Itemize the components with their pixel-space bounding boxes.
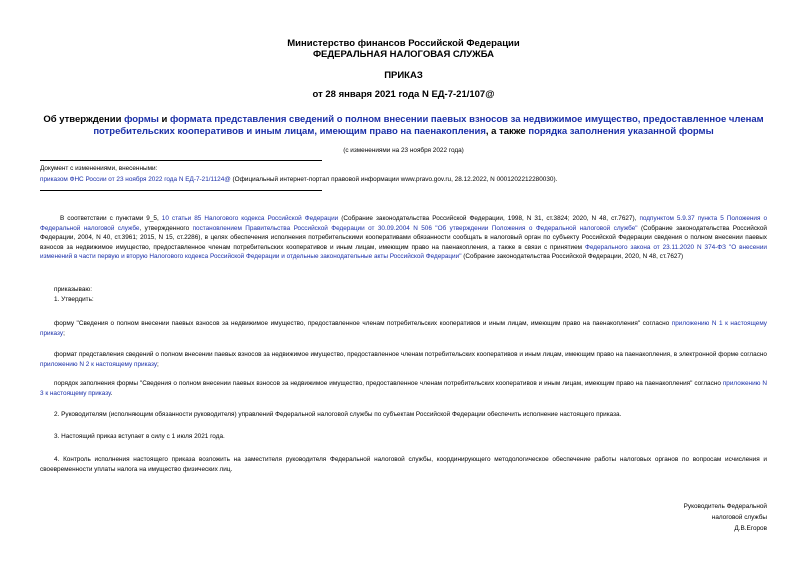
service-name: ФЕДЕРАЛЬНАЯ НАЛОГОВАЯ СЛУЖБА [312, 49, 495, 60]
government-decree-link[interactable]: постановлением Правительства Российской Федерации от 30.09.2004 N 506 "Об утверждении Положения о Федеральной налоговой службе" [192, 224, 638, 232]
order-word: приказываю: [54, 286, 92, 293]
preamble-paragraph [40, 214, 767, 262]
preamble-text-3: , утвержденного [139, 224, 193, 232]
appendix-1-link[interactable]: приложению N 1 к настоящему приказу [40, 320, 767, 337]
item-format-text: формат представления сведений о полном внесении паевых взносов за недвижимое имущество, предоставленное членам потребительских кооперативов и иным лицам, имеющим право на паенакопления, в электронной форме согласно [54, 351, 767, 358]
title-link-format[interactable]: формата представления сведений о полном внесении паевых взносов за недвижимое имущество, предоставленное членам потребительских кооперативов и иным лицам, имеющим право на паенакопления [93, 114, 764, 137]
doc-type: ПРИКАЗ [384, 70, 423, 81]
tax-code-link[interactable]: 10 статьи 85 Налогового кодекса Российской Федерации [161, 215, 339, 222]
item-form [40, 319, 767, 338]
item-form-text: форму "Сведения о полном внесении паевых взносов за недвижимое имущество, предоставленное членам потребительских кооперативов и иным лицам, имеющим право на паенакопления" согласно [54, 320, 672, 327]
doc-date-number: от 28 января 2021 года N ЕД-7-21/107@ [312, 89, 495, 100]
title-text-3: , а также [485, 126, 529, 137]
federal-law-link[interactable]: Федерального закона от 23.11.2020 N 374-ФЗ "О внесении изменений в части первую и вторую Налогового кодекса Российской Федерации и отдельные законодательные акты Российской Федерации" [40, 243, 767, 261]
item-procedure-end: . [110, 389, 113, 397]
title-text-2: и [158, 114, 170, 125]
appendix-3-link[interactable]: приложению N 3 к настоящему приказу [40, 380, 767, 397]
ministry-name: Министерство финансов Российской Федерации [287, 38, 520, 49]
item-2: 2. Руководителям (исполняющим обязанности руководителя) управлений Федеральной налоговой службы по субъектам Российской Федерации обеспечить исполнение настоящего приказа. [54, 411, 622, 418]
amendments-line [40, 175, 767, 185]
regulation-subclause-link[interactable]: подпунктом 5.9.37 пункта 5 Положения о Федеральной налоговой службе [40, 215, 768, 232]
signature-title-2: налоговой службы [711, 514, 767, 521]
item-1: 1. Утвердить: [54, 296, 94, 303]
signature-name: Д.В.Егоров [734, 525, 767, 532]
title-link-procedure[interactable]: порядка заполнения указанной формы [528, 126, 714, 137]
appendix-2-link[interactable]: приложению N 2 к настоящему приказу [40, 360, 158, 368]
amendments-label: Документ с изменениями, внесенными: [40, 165, 158, 172]
amendments-rest: (Официальный интернет-портал правовой информации www.pravo.gov.ru, 28.12.2022, N 0001202212280030). [230, 176, 558, 183]
item-format-end: ; [157, 360, 159, 368]
preamble-text-2: (Собрание законодательства Российской Федерации, 1998, N 31, ст.3824; 2020, N 48, ст.7627), [338, 215, 640, 222]
item-form-end: ; [63, 329, 65, 337]
item-format [40, 350, 767, 369]
item-4: 4. Контроль исполнения настоящего приказа возложить на заместителя руководителя Федеральной налоговой службы, координирующего методологическое обеспечение работы налоговых органов по вопросам исчисления и своевременности уплаты налога на имущество физических лиц. [40, 456, 767, 473]
divider-top [40, 160, 322, 161]
preamble-text-4: (Собрание законодательства Российской Федерации, 2004, N 40, ст.3961; 2015, N 15, ст.2286), в целях обеспечения исполнения потребительскими кооперативами обязанности сообщать в налоговый орган по субъекту Российской Федерации сведения о полном внесении паевых взносов за недвижимое имущество, предоставленное членам потребительских кооперативов и иным лицам, имеющим право на паенакопления, а также в связи с принятием [40, 224, 768, 251]
item-3: 3. Настоящий приказ вступает в силу с 1 июля 2021 года. [54, 433, 225, 440]
title-text-1: Об утверждении [43, 114, 125, 125]
signature-title-1: Руководитель Федеральной [683, 503, 767, 510]
revision-note: (с изменениями на 23 ноября 2022 года) [343, 147, 464, 154]
preamble-text-5: (Собрание законодательства Российской Федерации, 2020, N 48, ст.7627) [461, 253, 684, 261]
amendment-order-link[interactable]: приказом ФНС России от 23 ноября 2022 года N ЕД-7-21/1124@ [40, 176, 231, 183]
item-procedure [40, 379, 767, 398]
title-link-form[interactable]: формы [124, 114, 159, 125]
document-title [40, 114, 767, 138]
preamble-text-1: В соответствии с пунктами 9_5, [60, 215, 162, 222]
item-procedure-text: порядок заполнения формы "Сведения о полном внесении паевых взносов за недвижимое имущество, предоставленное членам потребительских кооперативов и иным лицам, имеющим право на паенакопления" согласно [54, 380, 723, 387]
divider-bottom [40, 190, 322, 191]
